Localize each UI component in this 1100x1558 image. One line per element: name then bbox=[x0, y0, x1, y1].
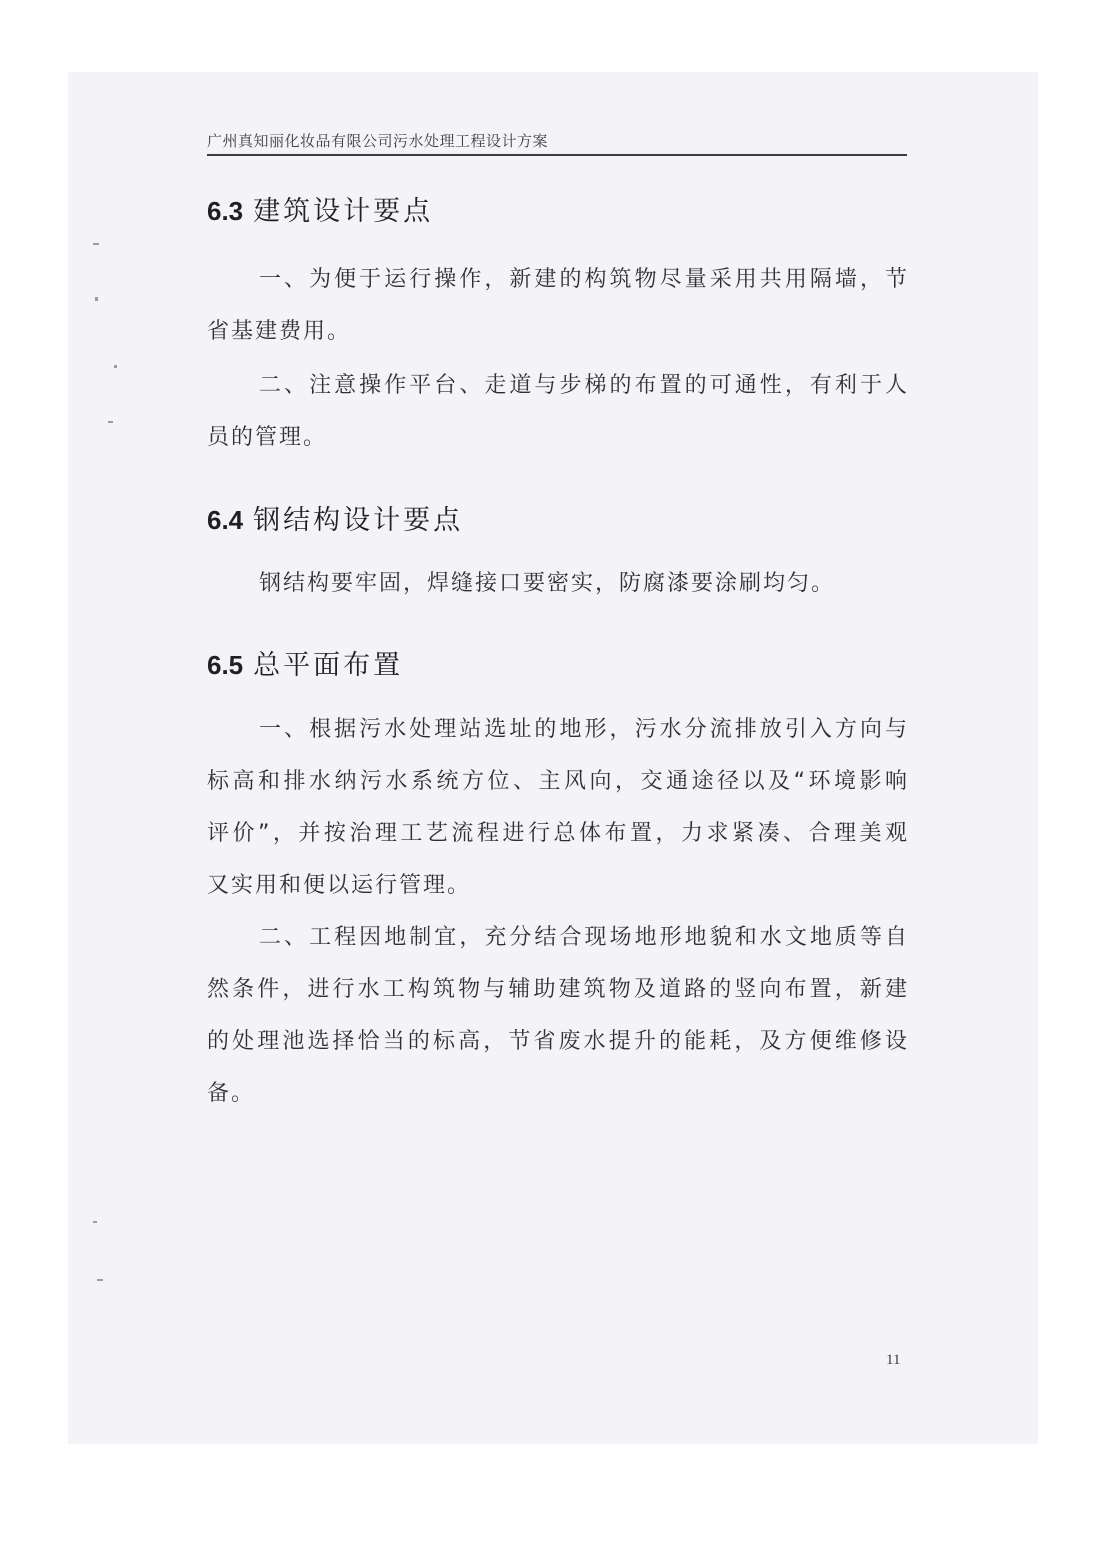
paragraph-line: 的处理池选择恰当的标高，节省废水提升的能耗，及方便维修设 bbox=[207, 1029, 907, 1054]
paragraph-line: 标高和排水纳污水系统方位、主风向，交通途径以及“环境影响 bbox=[207, 769, 907, 794]
section-number: 6.3 bbox=[207, 196, 244, 226]
scan-mark bbox=[95, 297, 98, 301]
running-header-title: 广州真知丽化妆品有限公司污水处理工程设计方案 bbox=[207, 132, 549, 150]
scan-mark bbox=[93, 243, 99, 245]
scan-mark bbox=[108, 421, 113, 423]
section-title: 总平面布置 bbox=[253, 650, 404, 681]
section-heading-6-4 bbox=[207, 498, 463, 537]
scan-mark bbox=[93, 1221, 97, 1223]
paragraph-line: 一、根据污水处理站选址的地形，污水分流排放引入方向与 bbox=[259, 717, 907, 742]
paragraph-line: 一、为便于运行操作，新建的构筑物尽量采用共用隔墙，节 bbox=[259, 267, 907, 292]
scan-mark bbox=[97, 1279, 103, 1281]
paragraph-line: 备。 bbox=[207, 1081, 256, 1106]
paragraph-line: 钢结构要牢固，焊缝接口要密实，防腐漆要涂刷均匀。 bbox=[259, 571, 836, 596]
section-heading-6-5 bbox=[207, 643, 403, 682]
paragraph-line: 省基建费用。 bbox=[207, 319, 352, 344]
section-number: 6.4 bbox=[207, 505, 244, 535]
paragraph-line: 二、工程因地制宜，充分结合现场地形地貌和水文地质等自 bbox=[259, 925, 907, 950]
section-number: 6.5 bbox=[207, 650, 244, 680]
paragraph-line: 又实用和便以运行管理。 bbox=[207, 873, 472, 898]
scan-mark bbox=[114, 365, 117, 368]
running-header bbox=[207, 128, 907, 156]
section-title: 钢结构设计要点 bbox=[253, 505, 464, 536]
paragraph-line: 然条件，进行水工构筑物与辅助建筑物及道路的竖向布置，新建 bbox=[207, 977, 907, 1002]
section-heading-6-3 bbox=[207, 189, 433, 228]
paragraph-line: 评价”，并按治理工艺流程进行总体布置，力求紧凑、合理美观 bbox=[207, 821, 907, 846]
paragraph-line: 二、注意操作平台、走道与步梯的布置的可通性，有利于人 bbox=[259, 373, 907, 398]
paragraph-line: 员的管理。 bbox=[207, 425, 328, 450]
section-title: 建筑设计要点 bbox=[253, 196, 434, 227]
page-number: 11 bbox=[886, 1352, 901, 1368]
